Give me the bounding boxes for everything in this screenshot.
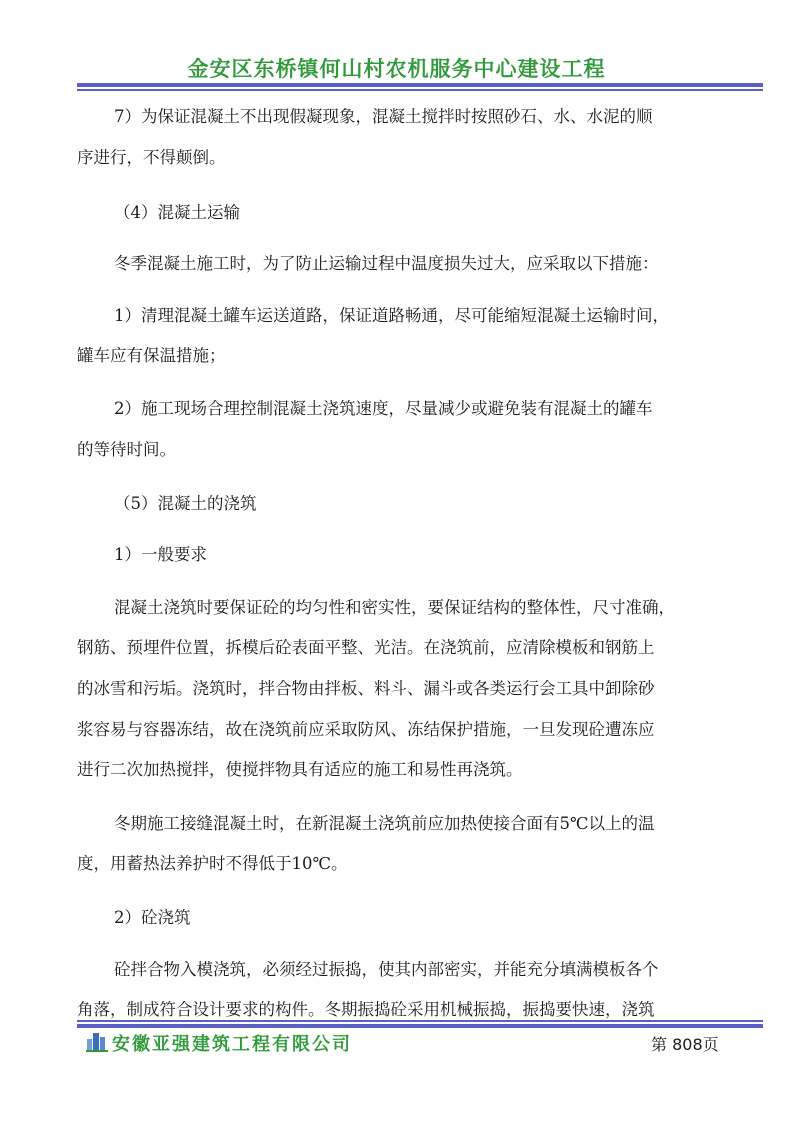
body-line: 罐车应有保温措施； — [77, 346, 226, 365]
subsection-heading: 2）砼浇筑 — [114, 908, 191, 927]
page-header-title: 金安区东桥镇何山村农机服务中心建设工程 — [187, 57, 606, 81]
body-line: 混凝土浇筑时要保证砼的均匀性和密实性，要保证结构的整体性，尺寸准确， — [114, 598, 675, 617]
body-line: 冬季混凝土施工时，为了防止运输过程中温度损失过大，应采取以下措施： — [114, 254, 659, 273]
body-line: 角落，制成符合设计要求的构件。冬期振捣砼采用机械振捣，振捣要快速，浇筑 — [77, 1000, 655, 1019]
body-line: 7）为保证混凝土不出现假凝现象，混凝土搅拌时按照砂石、水、水泥的顺 — [114, 107, 653, 126]
body-line: 冬期施工接缝混凝土时，在新混凝土浇筑前应加热使接合面有5℃以上的温 — [114, 814, 655, 833]
header-rule-thin — [77, 89, 763, 91]
body-line: 砼拌合物入模浇筑，必须经过振捣，使其内部密实，并能充分填满模板各个 — [114, 960, 659, 979]
building-logo-icon — [86, 1030, 108, 1052]
body-line: 1）清理混凝土罐车运送道路，保证道路畅通，尽可能缩短混凝土运输时间， — [114, 306, 669, 325]
section-heading: （4）混凝土运输 — [114, 203, 240, 222]
subsection-heading: 1）一般要求 — [114, 545, 207, 564]
body-line: 的等待时间。 — [77, 440, 176, 459]
footer-rule-thick — [77, 1024, 763, 1028]
body-line: 的冰雪和污垢。浇筑时，拌合物由拌板、料斗、漏斗或各类运行会工具中卸除砂 — [77, 679, 655, 698]
section-heading: （5）混凝土的浇筑 — [114, 494, 257, 513]
body-line: 进行二次加热搅拌，使搅拌物具有适应的施工和易性再浇筑。 — [77, 760, 523, 779]
body-line: 2）施工现场合理控制混凝土浇筑速度，尽量减少或避免装有混凝土的罐车 — [114, 399, 653, 418]
footer-company-name: 安徽亚强建筑工程有限公司 — [112, 1034, 352, 1055]
body-line: 浆容易与容器冻结，故在浇筑前应采取防风、冻结保护措施，一旦发现砼遭冻应 — [77, 720, 655, 739]
body-line: 序进行，不得颠倒。 — [77, 148, 226, 167]
header-rule-thick — [77, 83, 763, 87]
body-line: 度，用蓄热法养护时不得低于10℃。 — [77, 854, 348, 873]
page-number: 第 808页 — [651, 1035, 719, 1054]
footer-rule-thin — [77, 1020, 763, 1022]
body-line: 钢筋、预埋件位置，拆模后砼表面平整、光洁。在浇筑前，应清除模板和钢筋上 — [77, 638, 655, 657]
